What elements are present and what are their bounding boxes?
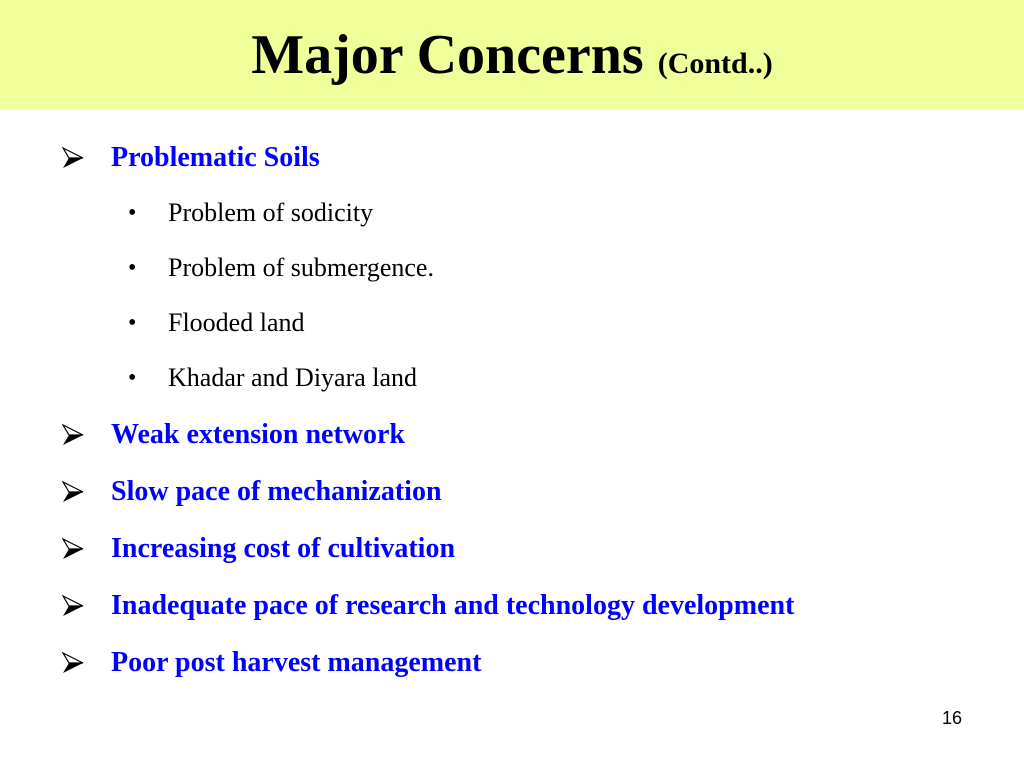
- slide-title: [251, 24, 773, 86]
- concern-item-problematic-soils: Problematic Soils: [111, 142, 320, 173]
- concern-item-extension-network: Weak extension network: [111, 419, 405, 450]
- arrowhead-bullet-icon: [62, 594, 84, 618]
- dot-bullet-icon: •: [128, 255, 137, 281]
- arrowhead-bullet-icon: [62, 537, 84, 561]
- subitem-flooded-land: Flooded land: [168, 308, 305, 337]
- subitem-khadar-diyara: Khadar and Diyara land: [168, 363, 418, 392]
- title-main: Major Concerns: [251, 24, 644, 86]
- page-number: 16: [941, 708, 962, 728]
- dot-bullet-icon: •: [128, 365, 137, 391]
- arrowhead-bullet-icon: [62, 480, 84, 504]
- concern-item-research-pace: Inadequate pace of research and technology development: [111, 590, 795, 621]
- concern-item-cultivation-cost: Increasing cost of cultivation: [111, 533, 456, 564]
- subitem-sodicity: Problem of sodicity: [168, 198, 374, 227]
- concern-item-post-harvest: Poor post harvest management: [111, 647, 482, 678]
- title-suffix: (Contd..): [657, 47, 773, 80]
- title-bar: [0, 0, 1024, 110]
- arrowhead-bullet-icon: [62, 146, 84, 170]
- arrowhead-bullet-icon: [62, 651, 84, 675]
- subitem-submergence: Problem of submergence.: [168, 253, 434, 282]
- arrowhead-bullet-icon: [62, 423, 84, 447]
- dot-bullet-icon: •: [128, 200, 137, 226]
- dot-bullet-icon: •: [128, 310, 137, 336]
- concern-item-mechanization: Slow pace of mechanization: [111, 476, 442, 507]
